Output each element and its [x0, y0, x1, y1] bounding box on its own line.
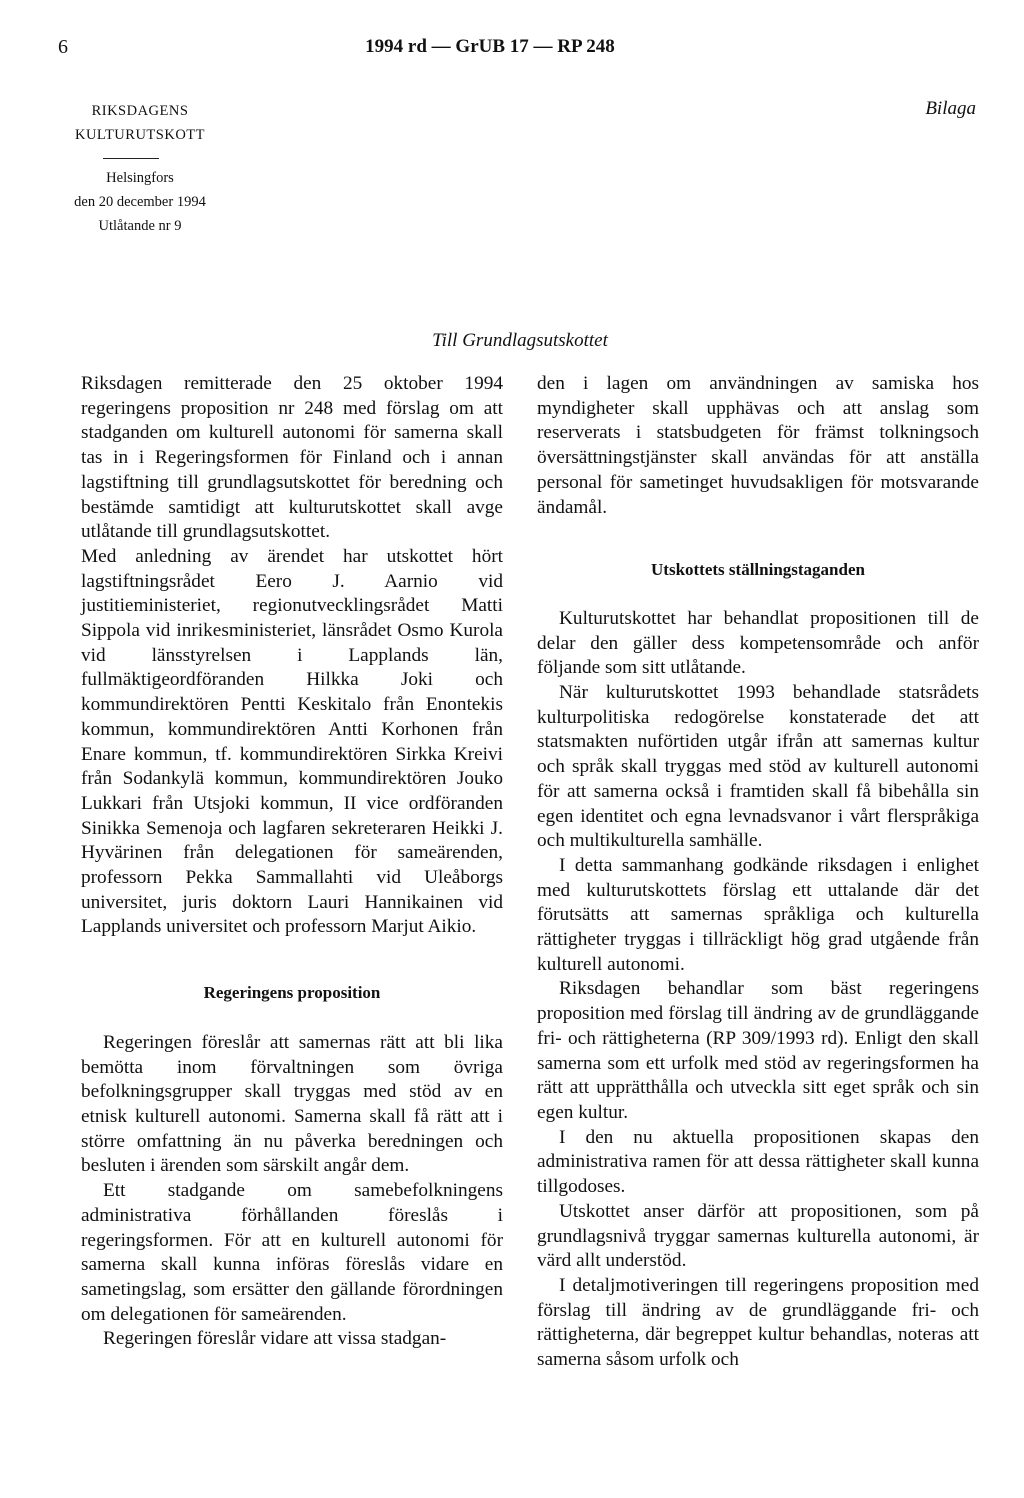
date: den 20 december 1994	[74, 194, 206, 210]
document-meta	[55, 166, 225, 238]
section-heading-utskottets-stallningstaganden: Utskottets ställningstaganden	[651, 560, 865, 580]
addressee: Till Grundlagsutskottet	[432, 330, 608, 351]
statement-number: Utlåtande nr 9	[98, 218, 182, 234]
left-column	[81, 372, 503, 1352]
issuing-committee	[55, 99, 225, 147]
paragraph: I den nu aktuella propositionen skapas den administrativa ramen för att dessa rättigheter skall kunna tillgodoses.	[537, 1126, 979, 1198]
section-heading-regeringens-proposition: Regeringens proposition	[203, 983, 381, 1003]
paragraph: Riksdagen behandlar som bäst regeringens proposition med förslag till ändring av de grundläggande fri- och rättigheterna (RP 309/1993 rd). Enligt den skall samerna som ett urfolk med stöd av regeringsformen ha rätt att upprätthålla och utveckla sitt eget språk och sin egen kultur.	[537, 978, 979, 1123]
paragraph-continuation: den i lagen om användningen av samiska hos myndigheter skall upphävas och att anslag som reserverats i statsbudgeten för främst tolkningsoch översättningstjänster skall användas för att anställa personal för sametinget huvudsakligen för motsvarande ändamål.	[537, 373, 979, 518]
place: Helsingfors	[106, 170, 174, 186]
paragraph: Utskottet anser därför att propositionen, som på grundlagsnivå tryggar samernas kulturella autonomi, är värd allt understöd.	[537, 1200, 979, 1272]
paragraph: Riksdagen remitterade den 25 oktober 1994 regeringens proposition nr 248 med förslag om att stadganden om kulturell autonomi för samerna skall tas in i Regeringsformen för Finland och i annan lagstiftning till grundlagsutskottet för beredning och bestämde samtidigt att kulturutskottet skall avge utlåtande till grundlagsutskottet.	[81, 373, 503, 543]
paragraph: I detta sammanhang godkände riksdagen i enlighet med kulturutskottets förslag ett uttalande där det förutsätts att samernas språkliga och kulturella rättigheter tryggas i tillräckligt hög grad utgående från kulturell autonomi.	[537, 854, 979, 975]
paragraph: Med anledning av ärendet har utskottet hört lagstiftningsrådet Eero J. Aarnio vid justitieministeriet, regionutvecklingsrådet Matti Sippola vid inrikesministeriet, länsrådet Osmo Kurola vid länsstyrelsen i Lapplands län, fullmäktigeordföranden Hilkka Joki och kommundirektören Pentti Keskitalo från Enontekis kommun, kommundirektören Antti Korhonen från Enare kommun, tf. kommundirektören Sirkka Kreivi från Sodankylä kommun, kommundirektören Jouko Lukkari från Utsjoki kommun, II vice ordföranden Sinikka Semenoja och lagfaren sekreteraren Heikki J. Hyvärinen från delegationen för sameärenden, professorn Pekka Sammallahti vid Uleåborgs universitet, juris doktorn Lauri Hannikainen vid Lapplands universitet och professorn Marjut Aikio.	[81, 545, 503, 938]
page-number: 6	[58, 36, 68, 58]
right-column	[537, 372, 979, 1373]
paragraph: Regeringen föreslår vidare att vissa stadgan-	[103, 1328, 447, 1350]
header-divider	[103, 158, 159, 159]
running-head: 1994 rd — GrUB 17 — RP 248	[365, 36, 615, 57]
annex-label: Bilaga	[925, 98, 976, 119]
org-line-2: KULTURUTSKOTT	[74, 127, 206, 143]
org-line-1: RIKSDAGENS	[91, 103, 189, 119]
paragraph: När kulturutskottet 1993 behandlade statsrådets kulturpolitiska redogörelse konstaterade det att statsmakten nuförtiden utgår ifrån att samernas kultur och språk skall tryggas med stöd av kulturell autonomi för att samerna också i framtiden skall få bibehålla sin egen identitet och egna levnadsvanor i vårt flerspråkiga och multikulturella samhälle.	[537, 682, 979, 852]
paragraph: Kulturutskottet har behandlat propositionen till de delar den gäller dess kompetensområde och anför följande som sitt utlåtande.	[537, 607, 979, 679]
paragraph: Regeringen föreslår att samernas rätt att bli lika bemötta inom förvaltningen som övriga befolkningsgrupper skall tryggas med stöd av en etnisk kulturell autonomi. Samerna skall få rätt att i större omfattning än nu påverka beredningen och besluten i ärenden som särskilt angår dem.	[81, 1031, 503, 1177]
paragraph: Ett stadgande om samebefolkningens administrativa förhållanden föreslås i regeringsformen. För att en kulturell autonomi för samerna skall kunna införas föreslås vidare en sametingslag, som ersätter den gällande förordningen om delegationen för sameärenden.	[81, 1180, 503, 1325]
paragraph: I detaljmotiveringen till regeringens proposition med förslag till ändring av de grundläggande fri- och rättigheterna, där begreppet kultur behandlas, noteras att samerna såsom urfolk och	[537, 1274, 979, 1371]
